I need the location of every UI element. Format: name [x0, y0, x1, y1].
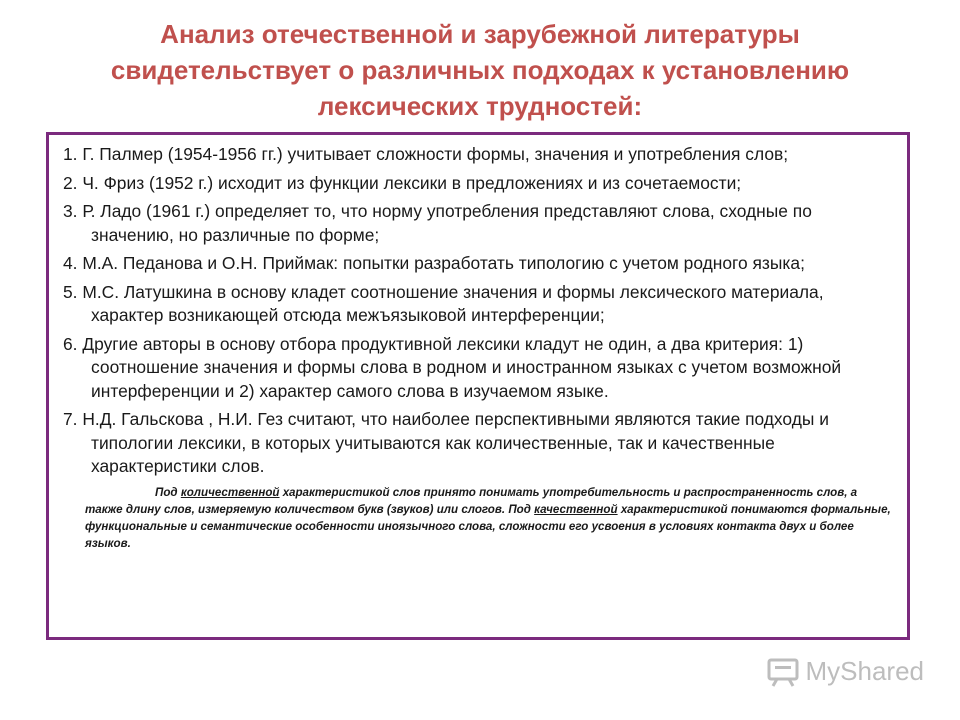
- watermark-text: MyShared: [805, 656, 924, 686]
- list-item-7: 7. Н.Д. Гальскова , Н.И. Гез считают, что наиболее перспективными являются такие подходы и типологии лексики, в которых учитываются как количественные, так и качественные характеристики слов.: [63, 409, 829, 476]
- list-item-6: 6. Другие авторы в основу отбора продуктивной лексики кладут не один, а два критерия: 1) соотношение значения и формы слова в родном и иностранном языках с учетом возможной интерференции и 2) характер самого слова в изучаемом языке.: [63, 333, 842, 401]
- footnote-text-1: характеристикой слов принято понимать употребительность и распространенность слов, а также длину слов, измеряемую количеством букв (звуков) или слогов. Под: [85, 485, 858, 516]
- footnote-term-quantitative: количественной: [180, 485, 280, 499]
- title-line-3: лексических трудностей:: [317, 91, 643, 121]
- footnote-term-qualitative: качественной: [534, 502, 618, 516]
- slide-title: [60, 16, 900, 124]
- list-item-3: 3. Р. Ладо (1961 г.) определяет то, что норму употребления представляют слова, сходные по значению, но различные по форме;: [63, 201, 812, 245]
- list-item-4: 4. М.А. Педанова и О.Н. Приймак: попытки разработать типологию с учетом родного языка;: [63, 253, 805, 273]
- presentation-board-icon: [766, 657, 800, 687]
- footnote-prefix: Под: [155, 485, 181, 499]
- watermark-logo: [766, 656, 925, 687]
- list-item-5: 5. М.С. Латушкина в основу кладет соотношение значения и формы лексического материала, характер возникающей отсюда межъязыковой интерференции;: [63, 281, 824, 325]
- list-item-1: 1. Г. Палмер (1954-1956 гг.) учитывает сложности формы, значения и употребления слов;: [63, 144, 789, 164]
- footnote-text-2: характеристикой понимаются формальные, функциональные и семантические особенности иноязычного слова, сложности его усвоения в условиях контакта двух и более языков.: [85, 502, 891, 550]
- title-line-1: Анализ отечественной и зарубежной литературы: [160, 19, 800, 49]
- footnote: [63, 484, 893, 552]
- list-item-2: 2. Ч. Фриз (1952 г.) исходит из функции лексики в предложениях и из сочетаемости;: [63, 172, 742, 193]
- title-line-2: свидетельствует о различных подходах к установлению: [110, 55, 850, 85]
- content-box: [46, 132, 910, 640]
